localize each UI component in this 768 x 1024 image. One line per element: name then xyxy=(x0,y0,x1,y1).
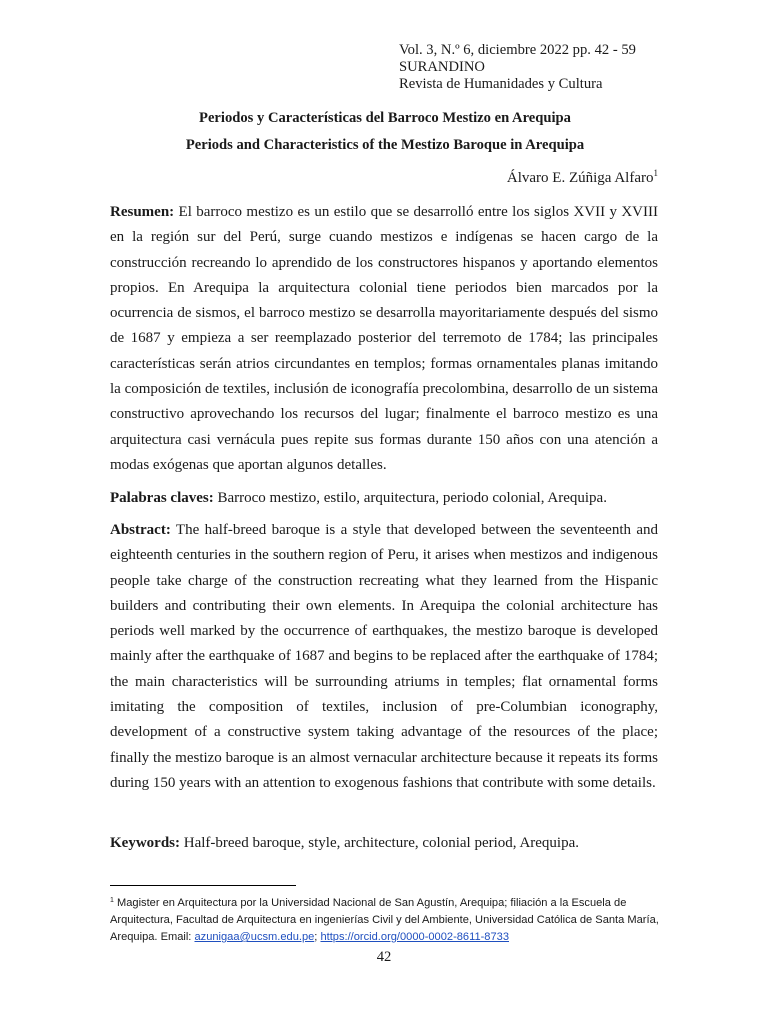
title-spanish: Periodos y Características del Barroco Mestizo en Arequipa xyxy=(199,110,571,126)
footnote xyxy=(110,892,662,946)
journal-subtitle: Revista de Humanidades y Cultura xyxy=(399,75,603,92)
orcid-link[interactable]: https://orcid.org/0000-0002-8611-8733 xyxy=(320,931,509,943)
journal-header xyxy=(399,42,699,92)
journal-name: SURANDINO xyxy=(399,58,485,75)
keywords-label: Keywords: xyxy=(110,835,180,851)
abstract-paragraph xyxy=(110,518,658,796)
abstract-text: The half-breed baroque is a style that developed between the seventeenth and eighteenth centuries in the southern region of Peru, it arises when mestizos and indigenous people take charge of the construction recreating what they learned from the Hispanic builders and contributing their own elements. In Arequipa the colonial architecture has periods well marked by the occurrence of earthquakes, the mestizo baroque is developed mainly after the earthquake of 1687 and begins to be replaced after the earthquake of 1784; the main characteristics will be surrounding atriums in temples; flat ornamental forms imitating the composition of textiles, inclusion of pre-Columbian iconography, development of a constructive system taking advantage of the resources of the place; finally the mestizo baroque is an almost vernacular architecture because it repeats its forms during 150 years with an attention to exogenous fashions that contribute with some details. xyxy=(110,522,658,791)
title-english: Periods and Characteristics of the Mestizo Baroque in Arequipa xyxy=(185,137,585,153)
palabras-claves-paragraph xyxy=(110,487,658,509)
footnote-separator: ; xyxy=(314,931,321,943)
resumen-label: Resumen: xyxy=(110,204,175,220)
footnote-mark: 1 xyxy=(110,897,114,904)
author-line xyxy=(507,164,658,187)
footnote-text: Magister en Arquitectura por la Universidad Nacional de San Agustín, Arequipa; filiación a la Escuela de Arquitectura, Facultad de Arquitectura en ingenierías Civil y del Ambiente, Universidad Católica de Santa María, Arequipa. Email: xyxy=(110,897,659,943)
keywords-text: Half-breed baroque, style, architecture, colonial period, Arequipa. xyxy=(180,835,580,851)
palabras-claves-text: Barroco mestizo, estilo, arquitectura, periodo colonial, Arequipa. xyxy=(213,490,607,506)
resumen-paragraph xyxy=(110,200,658,478)
footnote-divider xyxy=(110,885,296,886)
journal-volume-line: Vol. 3, N.º 6, diciembre 2022 pp. 42 - 59 xyxy=(399,42,636,58)
palabras-claves-label: Palabras claves: xyxy=(110,490,214,506)
resumen-text: El barroco mestizo es un estilo que se desarrolló entre los siglos XVII y XVIII en la región sur del Perú, surge cuando mestizos e indígenas se hacen cargo de la construcción recreando lo aprendido de los constructores hispanos y aportando elementos propios. En Arequipa la arquitectura colonial tiene periodos bien marcados por la ocurrencia de sismos, el barroco mestizo se desarrolla mayoritariamente después del sismo de 1687 y empieza a ser reemplazado posterior del terremoto de 1784; las principales características serán atrios circundantes en templos; formas ornamentales planas imitando la composición de textiles, inclusión de iconografía precolombina, desarrollo de un sistema constructivo aprovechando los recursos del lugar; finalmente el barroco mestizo es una arquitectura casi vernácula pues repite sus formas durante 150 años con una atención a modas exógenas que aportan algunos detalles. xyxy=(110,204,658,473)
keywords-paragraph xyxy=(110,832,658,854)
page-number: 42 xyxy=(376,949,392,965)
abstract-label: Abstract: xyxy=(110,522,171,538)
author-name: Álvaro E. Zúñiga Alfaro xyxy=(506,170,654,186)
email-link[interactable]: azunigaa@ucsm.edu.pe xyxy=(194,931,315,943)
author-footnote-mark: 1 xyxy=(653,168,658,178)
